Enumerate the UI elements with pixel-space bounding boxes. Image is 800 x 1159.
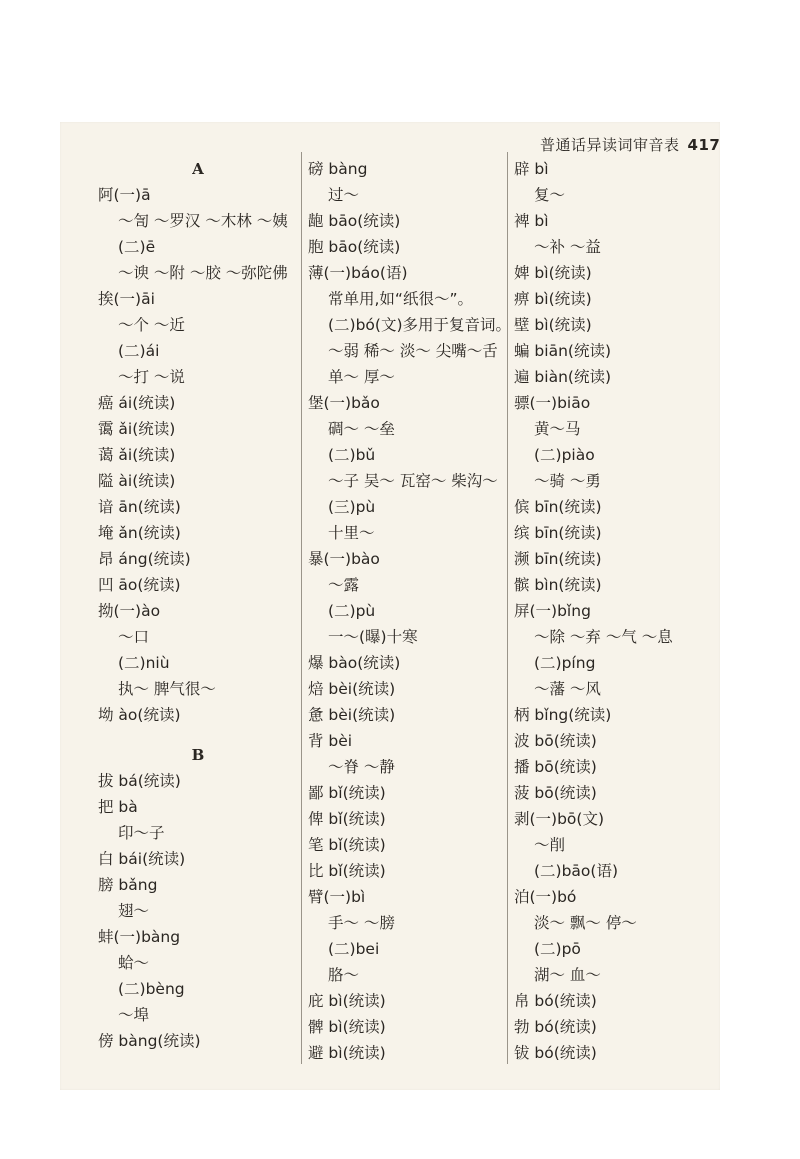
entry-headword: 凹 āo(统读) bbox=[98, 576, 181, 594]
entry-headword: 缤 bīn(统读) bbox=[514, 524, 602, 542]
entry-headword: 拔 bá(统读) bbox=[98, 772, 181, 790]
section-letter: B bbox=[191, 746, 205, 764]
entry-subline: 十里～ bbox=[328, 524, 375, 542]
entry-subline: 复～ bbox=[534, 186, 566, 204]
entry-subline: ～除 ～弃 ～气 ～息 bbox=[534, 628, 673, 646]
entry-headword: 焙 bèi(统读) bbox=[308, 680, 396, 698]
entry-subline: (二)pō bbox=[534, 940, 581, 958]
entry-subline: ～口 bbox=[118, 628, 150, 646]
entry-headword: 避 bì(统读) bbox=[308, 1044, 386, 1062]
entry-headword: 鄙 bǐ(统读) bbox=[308, 784, 386, 802]
entry-headword: 播 bō(统读) bbox=[514, 758, 597, 776]
entry-headword: 蔼 ǎi(统读) bbox=[98, 446, 176, 464]
column-divider bbox=[301, 152, 302, 1064]
entry-subline: 黄～马 bbox=[534, 420, 581, 438]
header-title: 普通话异读词审音表 bbox=[540, 136, 680, 154]
entry-subline: (二)bei bbox=[328, 940, 380, 958]
entry-headword: 背 bèi bbox=[308, 732, 353, 750]
entry-subline: 执～ 脾气很～ bbox=[118, 680, 216, 698]
entry-subline: (二)ē bbox=[118, 238, 156, 256]
entry-subline: (二)ái bbox=[118, 342, 160, 360]
entry-headword: 坳 ào(统读) bbox=[98, 706, 181, 724]
entry-subline: ～子 吴～ 瓦窑～ 柴沟～ bbox=[328, 472, 498, 490]
entry-headword: 惫 bèi(统读) bbox=[308, 706, 396, 724]
entry-subline: (二)bāo(语) bbox=[534, 862, 619, 880]
entry-headword: 埯 ǎn(统读) bbox=[98, 524, 181, 542]
entry-headword: 臂(一)bì bbox=[308, 888, 366, 906]
running-head bbox=[540, 134, 720, 155]
entry-subline: (二)piào bbox=[534, 446, 595, 464]
entry-headword: 辟 bì bbox=[514, 160, 549, 178]
entry-headword: 泊(一)bó bbox=[514, 888, 577, 906]
entry-subline: ～弱 稀～ 淡～ 尖嘴～舌 bbox=[328, 342, 498, 360]
entry-headword: 霭 ǎi(统读) bbox=[98, 420, 176, 438]
entry-headword: 帛 bó(统读) bbox=[514, 992, 597, 1010]
entry-headword: 柄 bǐng(统读) bbox=[514, 706, 612, 724]
entry-headword: 挨(一)āi bbox=[98, 290, 155, 308]
entry-headword: 蚌(一)bàng bbox=[98, 928, 181, 946]
entry-headword: 谙 ān(统读) bbox=[98, 498, 181, 516]
entry-headword: 髀 bì(统读) bbox=[308, 1018, 386, 1036]
entry-headword: 癌 ái(统读) bbox=[98, 394, 176, 412]
entry-headword: 蝙 biān(统读) bbox=[514, 342, 611, 360]
entry-headword: 波 bō(统读) bbox=[514, 732, 597, 750]
entry-subline: 淡～ 飘～ 停～ bbox=[534, 914, 637, 932]
entry-headword: 婢 bì(统读) bbox=[514, 264, 592, 282]
entry-subline: ～露 bbox=[328, 576, 360, 594]
entry-headword: 剥(一)bō(文) bbox=[514, 810, 605, 828]
entry-subline: 碉～ ～垒 bbox=[328, 420, 395, 438]
entry-headword: 俾 bǐ(统读) bbox=[308, 810, 386, 828]
entry-subline: ～打 ～说 bbox=[118, 368, 185, 386]
entry-subline: ～削 bbox=[534, 836, 566, 854]
entry-subline: (三)pù bbox=[328, 498, 376, 516]
page-number: 417 bbox=[687, 136, 721, 154]
entry-headword: 龅 bāo(统读) bbox=[308, 212, 401, 230]
entry-headword: 痹 bì(统读) bbox=[514, 290, 592, 308]
entry-headword: 壁 bì(统读) bbox=[514, 316, 592, 334]
entry-headword: 濒 bīn(统读) bbox=[514, 550, 602, 568]
column-3 bbox=[514, 156, 714, 1066]
entry-subline: (二)píng bbox=[534, 654, 596, 672]
entry-subline: 印～子 bbox=[118, 824, 165, 842]
entry-subline: 手～ ～膀 bbox=[328, 914, 395, 932]
entry-headword: 钹 bó(统读) bbox=[514, 1044, 597, 1062]
entry-subline: ～埠 bbox=[118, 1006, 150, 1024]
entry-headword: 笔 bǐ(统读) bbox=[308, 836, 386, 854]
entry-subline: (二)bǔ bbox=[328, 446, 376, 464]
entry-headword: 傧 bīn(统读) bbox=[514, 498, 602, 516]
entry-subline: 蛤～ bbox=[118, 954, 150, 972]
entry-headword: 遍 biàn(统读) bbox=[514, 368, 611, 386]
entry-subline: 常单用,如“纸很～”。 bbox=[328, 290, 473, 308]
entry-headword: 昂 áng(统读) bbox=[98, 550, 191, 568]
entry-headword: 爆 bào(统读) bbox=[308, 654, 401, 672]
entry-subline: (二)bèng bbox=[118, 980, 185, 998]
entry-headword: 薄(一)báo(语) bbox=[308, 264, 408, 282]
entry-headword: 骠(一)biāo bbox=[514, 394, 591, 412]
entry-subline: ～訇 ～罗汉 ～木林 ～姨 bbox=[118, 212, 288, 230]
entry-subline: ～个 ～近 bbox=[118, 316, 185, 334]
entry-subline: 湖～ 血～ bbox=[534, 966, 601, 984]
entry-headword: 庇 bì(统读) bbox=[308, 992, 386, 1010]
entry-subline: 过～ bbox=[328, 186, 360, 204]
entry-subline: ～藩 ～风 bbox=[534, 680, 601, 698]
entry-headword: 裨 bì bbox=[514, 212, 549, 230]
column-1 bbox=[98, 156, 298, 1054]
entry-headword: 傍 bàng(统读) bbox=[98, 1032, 201, 1050]
entry-subline: (二)pù bbox=[328, 602, 376, 620]
entry-headword: 菠 bō(统读) bbox=[514, 784, 597, 802]
entry-subline: ～骑 ～勇 bbox=[534, 472, 601, 490]
entry-headword: 白 bái(统读) bbox=[98, 850, 186, 868]
entry-headword: 磅 bàng bbox=[308, 160, 368, 178]
entry-subline: ～脊 ～静 bbox=[328, 758, 395, 776]
entry-headword: 屏(一)bǐng bbox=[514, 602, 591, 620]
entry-subline: 翅～ bbox=[118, 902, 150, 920]
entry-headword: 比 bǐ(统读) bbox=[308, 862, 386, 880]
entry-headword: 胞 bāo(统读) bbox=[308, 238, 401, 256]
entry-subline: 一～(曝)十寒 bbox=[328, 628, 418, 646]
entry-headword: 堡(一)bǎo bbox=[308, 394, 380, 412]
entry-subline: ～谀 ～附 ～胶 ～弥陀佛 bbox=[118, 264, 288, 282]
entry-subline: (二)bó(文)多用于复音词。 bbox=[328, 316, 512, 334]
entry-subline: (二)niù bbox=[118, 654, 170, 672]
entry-headword: 暴(一)bào bbox=[308, 550, 380, 568]
entry-headword: 髌 bìn(统读) bbox=[514, 576, 602, 594]
section-gap bbox=[98, 728, 298, 742]
entry-headword: 把 bà bbox=[98, 798, 138, 816]
section-letter: A bbox=[192, 160, 204, 178]
column-2 bbox=[308, 156, 512, 1066]
entry-headword: 拗(一)ào bbox=[98, 602, 161, 620]
entry-subline: 胳～ bbox=[328, 966, 360, 984]
entry-subline: ～补 ～益 bbox=[534, 238, 601, 256]
entry-subline: 单～ 厚～ bbox=[328, 368, 395, 386]
entry-headword: 勃 bó(统读) bbox=[514, 1018, 597, 1036]
entry-headword: 膀 bǎng bbox=[98, 876, 158, 894]
entry-headword: 阿(一)ā bbox=[98, 186, 151, 204]
entry-headword: 隘 ài(统读) bbox=[98, 472, 176, 490]
